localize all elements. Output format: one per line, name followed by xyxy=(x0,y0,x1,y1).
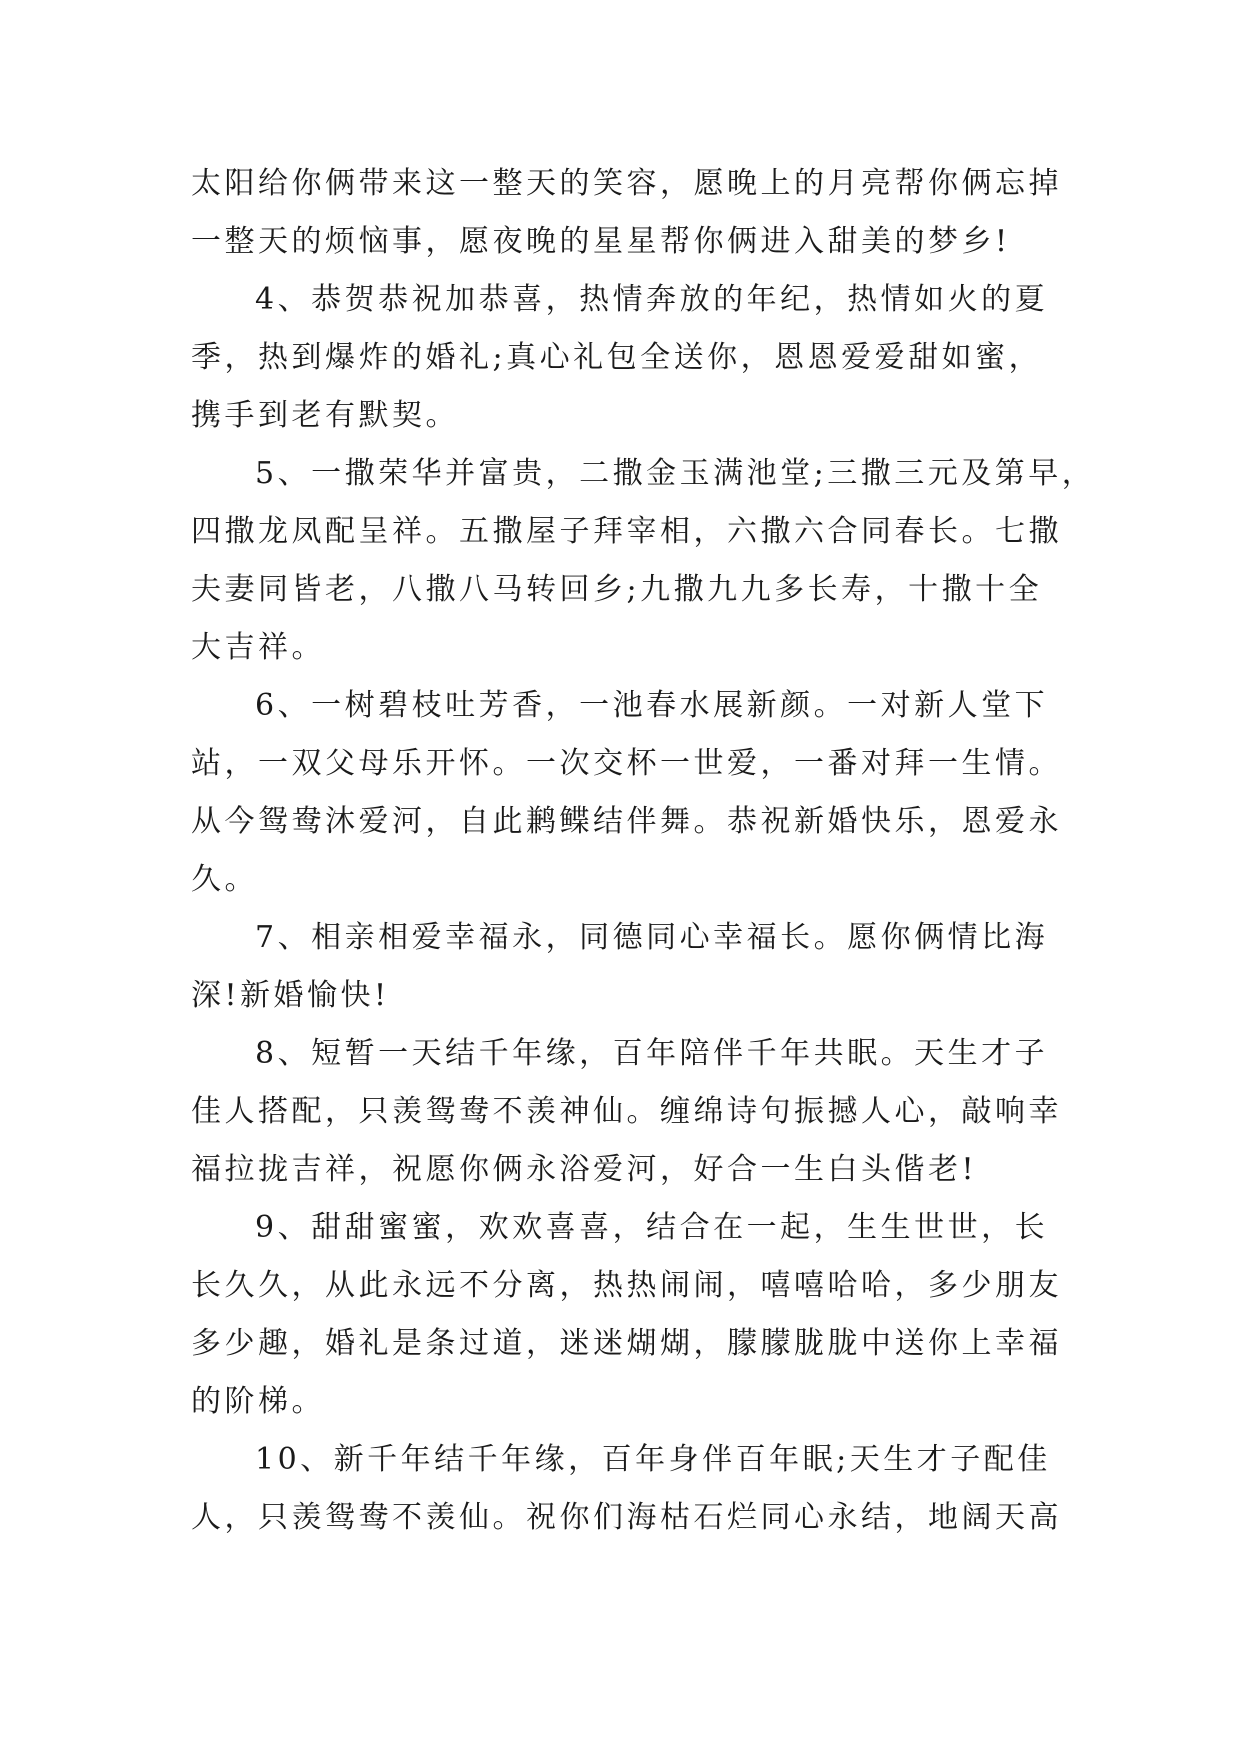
text-line: 从今鸳鸯沐爱河，自此鹣鲽结伴舞。恭祝新婚快乐，恩爱永 xyxy=(191,804,1062,839)
text-line: 夫妻同皆老，八撒八马转回乡;九撒九九多长寿，十撒十全 xyxy=(191,572,1043,607)
paragraph-start-line: 8、短暂一天结千年缘，百年陪伴千年共眠。天生才子 xyxy=(255,1036,1049,1071)
text-line: 佳人搭配，只羡鸳鸯不羡神仙。缠绵诗句振撼人心，敲响幸 xyxy=(191,1094,1062,1129)
paragraph-start-line: 9、甜甜蜜蜜，欢欢喜喜，结合在一起，生生世世，长 xyxy=(255,1210,1049,1245)
document-body xyxy=(191,155,1096,1547)
paragraph-start-line: 10、新千年结千年缘，百年身伴百年眠;天生才子配佳 xyxy=(255,1442,1051,1477)
text-line: 大吉祥。 xyxy=(191,630,325,665)
paragraph-start-line: 4、恭贺恭祝加恭喜，热情奔放的年纪，热情如火的夏 xyxy=(255,282,1049,317)
text-line: 季，热到爆炸的婚礼;真心礼包全送你，恩恩爱爱甜如蜜， xyxy=(191,340,1043,375)
paragraph-start-line: 7、相亲相爱幸福永，同德同心幸福长。愿你俩情比海 xyxy=(255,920,1049,955)
text-line: 多少趣，婚礼是条过道，迷迷煳煳，朦朦胧胧中送你上幸福 xyxy=(191,1326,1062,1361)
text-line: 一整天的烦恼事，愿夜晚的星星帮你俩进入甜美的梦乡! xyxy=(191,224,1011,259)
text-line: 深!新婚愉快! xyxy=(191,978,390,1013)
text-line: 久。 xyxy=(191,862,258,897)
text-line: 的阶梯。 xyxy=(191,1384,325,1419)
text-line: 太阳给你俩带来这一整天的笑容，愿晚上的月亮帮你俩忘掉 xyxy=(191,166,1062,201)
paragraph-start-line: 5、一撒荣华并富贵，二撒金玉满池堂;三撒三元及第早， xyxy=(255,456,1096,491)
paragraph-start-line: 6、一树碧枝吐芳香，一池春水展新颜。一对新人堂下 xyxy=(255,688,1049,723)
text-line: 福拉拢吉祥，祝愿你俩永浴爱河，好合一生白头偕老! xyxy=(191,1152,978,1187)
text-line: 长久久，从此永远不分离，热热闹闹，嘻嘻哈哈，多少朋友 xyxy=(191,1268,1062,1303)
text-line: 四撒龙凤配呈祥。五撒屋子拜宰相，六撒六合同春长。七撒 xyxy=(191,514,1062,549)
text-line: 站，一双父母乐开怀。一次交杯一世爱，一番对拜一生情。 xyxy=(191,746,1062,781)
text-line: 携手到老有默契。 xyxy=(191,398,459,433)
text-line: 人，只羡鸳鸯不羡仙。祝你们海枯石烂同心永结，地阔天高 xyxy=(191,1500,1062,1535)
